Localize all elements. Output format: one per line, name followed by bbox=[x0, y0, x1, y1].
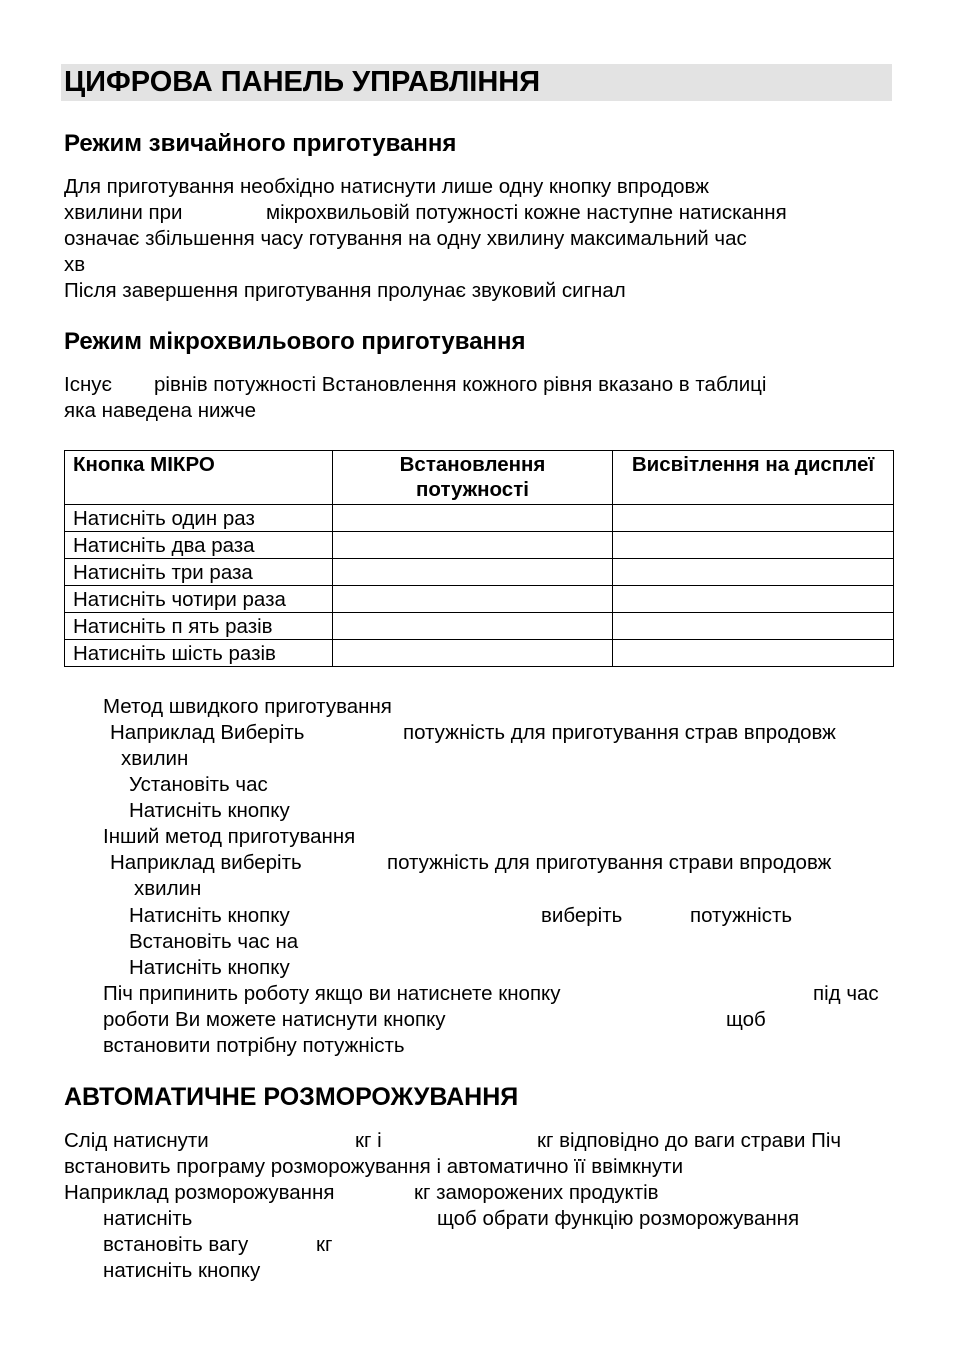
method-step: Установіть час bbox=[129, 773, 268, 796]
table-cell bbox=[333, 559, 613, 586]
intro-text: рівнів потужності Встановлення кожного рівня вказано в таблиці bbox=[154, 373, 767, 396]
section-heading-normal-cooking: Режим звичайного приготування bbox=[64, 130, 457, 157]
table-row bbox=[65, 559, 894, 586]
method-text: хвилин bbox=[121, 747, 189, 770]
table-cell bbox=[333, 586, 613, 613]
paragraph-line: хвилини при bbox=[64, 201, 183, 224]
page-title-bar bbox=[61, 64, 892, 101]
stop-text: під час bbox=[813, 982, 879, 1005]
section-heading-auto-defrost: АВТОМАТИЧНЕ РОЗМОРОЖУВАННЯ bbox=[64, 1083, 519, 1111]
column-header: Встановлення потужності bbox=[333, 451, 613, 505]
defrost-text: кг і bbox=[355, 1129, 382, 1152]
table-row bbox=[65, 505, 894, 532]
defrost-step: кг bbox=[316, 1233, 333, 1256]
defrost-text: встановить програму розморожування і автоматично її ввімкнути bbox=[64, 1155, 684, 1178]
defrost-step: щоб обрати функцію розморожування bbox=[437, 1207, 800, 1230]
defrost-step: натисніть кнопку bbox=[103, 1259, 261, 1282]
section-heading-microwave-cooking: Режим мікрохвильового приготування bbox=[64, 328, 526, 355]
method-step: виберіть bbox=[541, 904, 623, 927]
defrost-text: кг заморожених продуктів bbox=[414, 1181, 659, 1204]
table-cell: Натисніть два раза bbox=[65, 532, 333, 559]
intro-text: Існує bbox=[64, 373, 112, 396]
stop-text: щоб bbox=[726, 1008, 766, 1031]
defrost-step: натисніть bbox=[103, 1207, 193, 1230]
table-row bbox=[65, 532, 894, 559]
method-text: потужність для приготування страви впродовж bbox=[387, 851, 832, 874]
paragraph-line: мікрохвильовій потужності кожне наступне натискання bbox=[266, 201, 787, 224]
method-quick-title: Метод швидкого приготування bbox=[103, 695, 392, 718]
table-cell bbox=[333, 613, 613, 640]
table-cell bbox=[613, 532, 894, 559]
defrost-text: Наприклад розморожування bbox=[64, 1181, 335, 1204]
method-step: потужність bbox=[690, 904, 793, 927]
table-cell bbox=[333, 640, 613, 667]
table-row bbox=[65, 586, 894, 613]
column-header: Висвітлення на дисплеї bbox=[613, 451, 894, 505]
page-title: ЦИФРОВА ПАНЕЛЬ УПРАВЛІННЯ bbox=[64, 66, 541, 98]
stop-text: встановити потрібну потужність bbox=[103, 1034, 405, 1057]
table-cell bbox=[613, 559, 894, 586]
method-text: Наприклад Виберіть bbox=[110, 721, 305, 744]
paragraph-line: хв bbox=[64, 253, 86, 276]
table-cell bbox=[333, 532, 613, 559]
table-row bbox=[65, 640, 894, 667]
paragraph-line: Після завершення приготування пролунає звуковий сигнал bbox=[64, 279, 626, 302]
power-levels-table bbox=[64, 450, 894, 667]
table-cell bbox=[613, 586, 894, 613]
table-row bbox=[65, 613, 894, 640]
stop-text: Піч припинить роботу якщо ви натиснете кнопку bbox=[103, 982, 561, 1005]
table-cell: Натисніть один раз bbox=[65, 505, 333, 532]
column-header: Кнопка МІКРО bbox=[65, 451, 333, 505]
method-step: Натисніть кнопку bbox=[129, 904, 290, 927]
stop-text: роботи Ви можете натиснути кнопку bbox=[103, 1008, 446, 1031]
method-other-title: Інший метод приготування bbox=[103, 825, 356, 848]
method-text: потужність для приготування страв впродовж bbox=[403, 721, 836, 744]
paragraph-line: означає збільшення часу готування на одну хвилину максимальний час bbox=[64, 227, 747, 250]
intro-text: яка наведена нижче bbox=[64, 399, 257, 422]
paragraph-line: Для приготування необхідно натиснути лише одну кнопку впродовж bbox=[64, 175, 709, 198]
defrost-text: Слід натиснути bbox=[64, 1129, 209, 1152]
table-cell: Натисніть чотири раза bbox=[65, 586, 333, 613]
defrost-step: встановіть вагу bbox=[103, 1233, 249, 1256]
table-cell bbox=[333, 505, 613, 532]
table-cell bbox=[613, 505, 894, 532]
method-step: Натисніть кнопку bbox=[129, 799, 290, 822]
table-cell bbox=[613, 640, 894, 667]
method-text: Наприклад виберіть bbox=[110, 851, 302, 874]
method-text: хвилин bbox=[134, 877, 202, 900]
table-cell: Натисніть п ять разів bbox=[65, 613, 333, 640]
method-step: Встановіть час на bbox=[129, 930, 299, 953]
table-header-row bbox=[65, 451, 894, 505]
table-cell: Натисніть три раза bbox=[65, 559, 333, 586]
method-step: Натисніть кнопку bbox=[129, 956, 290, 979]
table-cell bbox=[613, 613, 894, 640]
defrost-text: кг відповідно до ваги страви Піч bbox=[537, 1129, 842, 1152]
table-cell: Натисніть шість разів bbox=[65, 640, 333, 667]
